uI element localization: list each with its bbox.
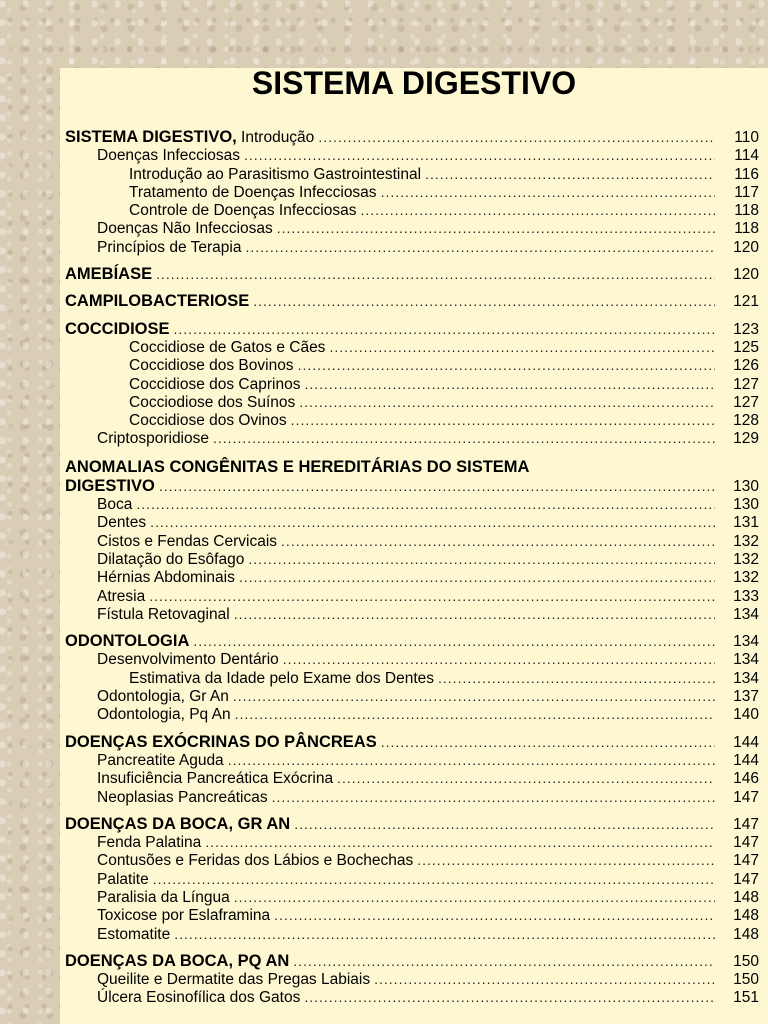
entry-label: Coccidiose dos Bovinos — [129, 357, 294, 375]
page-number: 150 — [733, 971, 759, 989]
entry-label: Insuficiência Pancreática Exócrina — [97, 770, 334, 788]
toc-section-entry[interactable] — [65, 292, 763, 310]
table-of-contents — [65, 128, 763, 1007]
page-number: 140 — [733, 706, 759, 724]
section-heading-suffix: Introdução — [236, 129, 315, 146]
toc-entry[interactable] — [65, 925, 763, 943]
entry-label: Palatite — [97, 870, 149, 888]
page-number: 137 — [733, 688, 759, 706]
entry-label: Atresia — [97, 587, 146, 605]
page-number: 110 — [734, 129, 759, 146]
dot-leader — [304, 375, 715, 393]
entry-label: Estimativa da Idade pelo Exame dos Dentes — [129, 669, 435, 687]
dot-leader — [360, 201, 715, 219]
entry-label: Queilite e Dermatite das Pregas Labiais — [97, 971, 371, 989]
section-heading — [65, 265, 152, 283]
section-heading — [65, 292, 249, 310]
page-number: 130 — [733, 477, 759, 495]
dot-leader — [248, 550, 715, 568]
entry-label: Odontologia, Pq An — [97, 706, 231, 724]
document-page — [60, 65, 768, 1024]
entry-label: Fístula Retovaginal — [97, 605, 230, 623]
toc-entry[interactable] — [65, 495, 763, 513]
dot-leader — [299, 393, 715, 411]
dot-leader — [425, 165, 715, 183]
entry-label: Contusões e Feridas dos Lábios e Bochechas — [97, 852, 414, 870]
dot-leader — [381, 183, 715, 201]
toc-entry[interactable] — [65, 429, 763, 447]
entry-label: Paralisia da Língua — [97, 888, 230, 906]
toc-entry[interactable] — [65, 769, 763, 787]
dot-leader — [156, 265, 715, 283]
entry-label: Desenvolvimento Dentário — [97, 651, 279, 669]
page-number: 151 — [733, 989, 759, 1007]
dot-leader — [205, 833, 715, 851]
dot-leader — [149, 587, 715, 605]
page-number: 148 — [733, 907, 759, 925]
page-number: 146 — [733, 770, 759, 788]
entry-label: Criptosporidiose — [97, 430, 209, 448]
page-number: 118 — [734, 202, 759, 220]
entry-label: Fenda Palatina — [97, 834, 202, 852]
toc-entry[interactable] — [65, 988, 763, 1006]
page-number: 127 — [733, 393, 759, 411]
dot-leader — [159, 477, 715, 495]
section-heading-text: ODONTOLOGIA — [65, 632, 190, 651]
page-number: 116 — [734, 165, 759, 183]
section-heading — [65, 952, 289, 970]
toc-entry[interactable] — [65, 906, 763, 924]
page-number: 132 — [733, 532, 759, 550]
entry-label: Toxicose por Eslaframina — [97, 907, 271, 925]
toc-entry[interactable] — [65, 851, 763, 869]
toc-section-entry[interactable] — [65, 632, 763, 650]
toc-entry[interactable] — [65, 411, 763, 429]
section-heading-text: DOENÇAS EXÓCRINAS DO PÂNCREAS — [65, 732, 377, 751]
dot-leader — [298, 356, 715, 374]
page-number: 120 — [733, 238, 759, 256]
toc-entry[interactable] — [65, 833, 763, 851]
page-number: 134 — [733, 651, 759, 669]
page-number: 147 — [733, 815, 759, 833]
dot-leader — [213, 429, 715, 447]
dot-leader — [228, 751, 715, 769]
entry-label: Tratamento de Doenças Infecciosas — [129, 183, 377, 201]
toc-section-entry[interactable] — [65, 815, 763, 833]
page-number: 150 — [733, 952, 759, 970]
entry-label: Neoplasias Pancreáticas — [97, 788, 268, 806]
dot-leader — [417, 851, 715, 869]
section-heading — [65, 128, 314, 147]
page-number: 148 — [733, 925, 759, 943]
dot-leader — [329, 338, 715, 356]
page-number: 128 — [733, 412, 759, 430]
dot-leader — [174, 320, 715, 338]
page-number: 120 — [733, 266, 759, 284]
toc-entry[interactable] — [65, 669, 763, 687]
toc-entry[interactable] — [65, 393, 763, 411]
dot-leader — [153, 870, 715, 888]
toc-entry[interactable] — [65, 870, 763, 888]
dot-leader — [293, 952, 715, 970]
dot-leader — [381, 733, 715, 751]
toc-entry[interactable] — [65, 605, 763, 623]
entry-label: Dentes — [97, 514, 147, 532]
page-number: 147 — [733, 788, 759, 806]
dot-leader — [234, 888, 715, 906]
toc-entry[interactable] — [65, 146, 763, 164]
page-number: 125 — [733, 338, 759, 356]
toc-entry[interactable] — [65, 788, 763, 806]
dot-leader — [281, 532, 715, 550]
entry-label: Doenças Não Infecciosas — [97, 220, 273, 238]
toc-section-entry[interactable] — [65, 265, 763, 283]
dot-leader — [283, 650, 715, 668]
page-number: 127 — [733, 375, 759, 393]
toc-section-entry[interactable] — [65, 477, 763, 495]
page-number: 129 — [733, 430, 759, 448]
section-heading-text: DOENÇAS DA BOCA, GR AN — [65, 814, 291, 833]
section-heading — [65, 477, 155, 495]
page-number: 147 — [733, 870, 759, 888]
entry-label: Coccidiose de Gatos e Cães — [129, 338, 326, 356]
entry-label: Estomatite — [97, 925, 171, 943]
toc-entry[interactable] — [65, 550, 763, 568]
entry-label: Hérnias Abdominais — [97, 569, 235, 587]
entry-label: Odontologia, Gr An — [97, 688, 229, 706]
page-number: 134 — [733, 669, 759, 687]
toc-entry[interactable] — [65, 201, 763, 219]
section-heading — [65, 733, 377, 751]
toc-entry[interactable] — [65, 751, 763, 769]
entry-label: Cistos e Fendas Cervicais — [97, 532, 278, 550]
dot-leader — [337, 769, 715, 787]
dot-leader — [174, 925, 715, 943]
dot-leader — [294, 815, 715, 833]
page-number: 144 — [733, 733, 759, 751]
dot-leader — [291, 411, 715, 429]
section-heading-text: CAMPILOBACTERIOSE — [65, 292, 250, 311]
section-heading-text: AMEBÍASE — [65, 265, 153, 284]
section-heading — [65, 815, 290, 833]
toc-section-entry[interactable] — [65, 320, 763, 338]
page-number: 118 — [734, 220, 759, 238]
section-heading-text: DIGESTIVO — [65, 476, 155, 495]
dot-leader — [318, 128, 715, 146]
toc-entry[interactable] — [65, 970, 763, 988]
toc-entry[interactable] — [65, 532, 763, 550]
section-heading — [65, 320, 170, 338]
entry-label: Coccidiose dos Caprinos — [129, 375, 301, 393]
dot-leader — [150, 513, 715, 531]
dot-leader — [193, 632, 715, 650]
entry-label: Pancreatite Aguda — [97, 751, 224, 769]
toc-entry[interactable] — [65, 650, 763, 668]
dot-leader — [277, 219, 715, 237]
page-number: 123 — [733, 320, 759, 338]
page-number: 132 — [733, 569, 759, 587]
toc-entry[interactable] — [65, 888, 763, 906]
entry-label: Princípios de Terapia — [97, 238, 242, 256]
toc-entry[interactable] — [65, 238, 763, 256]
page-number: 148 — [733, 888, 759, 906]
dot-leader — [239, 568, 715, 586]
page-title: SISTEMA DIGESTIVO — [251, 65, 577, 101]
entry-label: Cocciodiose dos Suínos — [129, 393, 296, 411]
toc-entry[interactable] — [65, 165, 763, 183]
page-number: 147 — [733, 834, 759, 852]
dot-leader — [235, 705, 715, 723]
toc-entry[interactable] — [65, 568, 763, 586]
dot-leader — [244, 146, 715, 164]
dot-leader — [136, 495, 715, 513]
section-heading-line: ANOMALIAS CONGÊNITAS E HEREDITÁRIAS DO SISTEMA — [65, 457, 530, 476]
toc-entry[interactable] — [65, 687, 763, 705]
toc-entry[interactable] — [65, 705, 763, 723]
toc-entry[interactable] — [65, 375, 763, 393]
entry-label: Dilatação do Esôfago — [97, 550, 245, 568]
toc-entry[interactable] — [65, 513, 763, 531]
toc-section-entry[interactable] — [65, 128, 763, 146]
toc-section-entry[interactable] — [65, 952, 763, 970]
section-heading-text: SISTEMA DIGESTIVO, — [65, 128, 237, 146]
page-number: 114 — [734, 147, 759, 165]
page-number: 132 — [733, 550, 759, 568]
toc-entry[interactable] — [65, 338, 763, 356]
entry-label: Coccidiose dos Ovinos — [129, 412, 287, 430]
dot-leader — [253, 292, 715, 310]
section-heading-text: DOENÇAS DA BOCA, PQ AN — [65, 951, 290, 970]
toc-entry[interactable] — [65, 219, 763, 237]
dot-leader — [272, 788, 715, 806]
page-number: 131 — [733, 514, 759, 532]
page-number: 117 — [734, 183, 759, 201]
entry-label: Boca — [97, 496, 133, 514]
page-number: 134 — [733, 633, 759, 651]
page-number: 133 — [733, 587, 759, 605]
dot-leader — [274, 906, 715, 924]
dot-leader — [438, 669, 715, 687]
page-number: 144 — [733, 751, 759, 769]
section-heading-text: COCCIDIOSE — [65, 319, 170, 338]
entry-label: Úlcera Eosinofílica dos Gatos — [97, 989, 301, 1007]
entry-label: Controle de Doenças Infecciosas — [129, 202, 357, 220]
section-heading — [65, 632, 189, 650]
page-number: 126 — [733, 357, 759, 375]
entry-label: Doenças Infecciosas — [97, 147, 241, 165]
dot-leader — [374, 970, 715, 988]
dot-leader — [233, 687, 715, 705]
toc-entry[interactable] — [65, 587, 763, 605]
page-number: 147 — [733, 852, 759, 870]
entry-label: Introdução ao Parasitismo Gastrointestinal — [129, 165, 422, 183]
dot-leader — [245, 238, 715, 256]
page-number: 130 — [733, 496, 759, 514]
page-number: 121 — [733, 293, 759, 311]
page-number: 134 — [733, 605, 759, 623]
toc-entry[interactable] — [65, 356, 763, 374]
dot-leader — [234, 605, 715, 623]
toc-entry[interactable] — [65, 183, 763, 201]
dot-leader — [304, 988, 715, 1006]
toc-section-entry[interactable] — [65, 733, 763, 751]
